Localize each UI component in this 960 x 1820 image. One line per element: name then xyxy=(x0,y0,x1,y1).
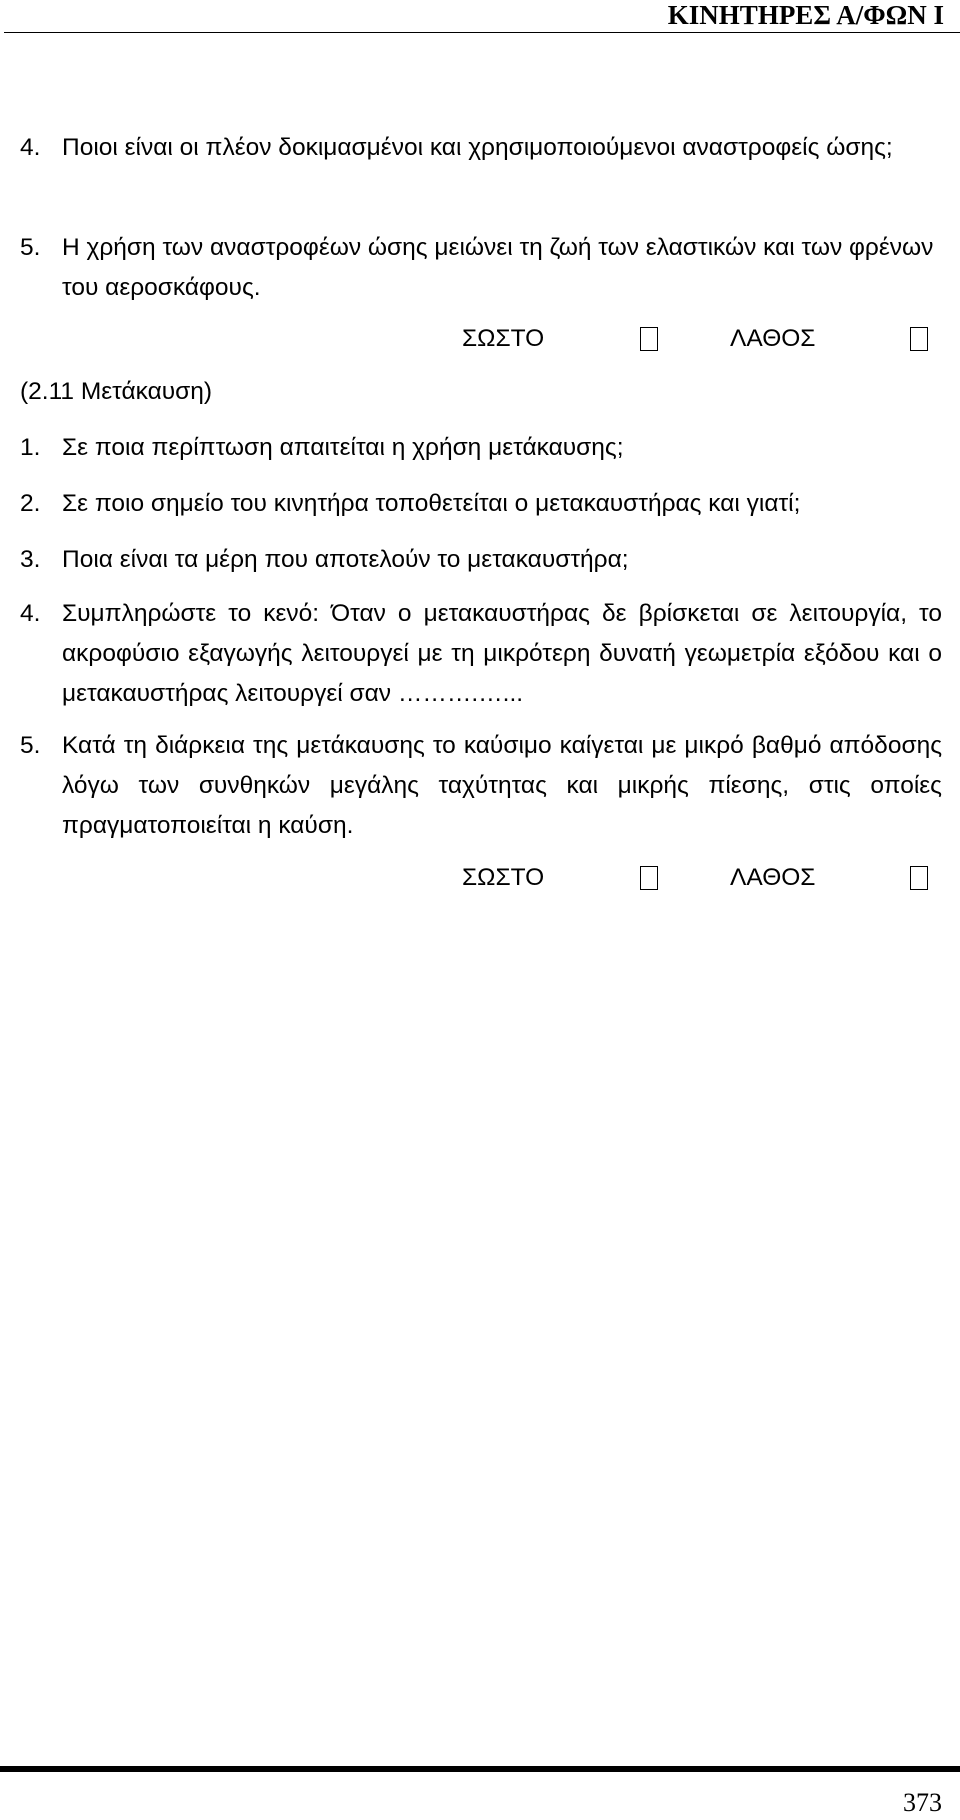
false-checkbox[interactable] xyxy=(910,866,928,890)
question-a-5 xyxy=(20,228,942,308)
true-label: ΣΩΣΤΟ xyxy=(462,325,545,352)
question-number: 3. xyxy=(20,546,41,573)
question-b-3 xyxy=(20,540,942,580)
question-text: Ποιοι είναι οι πλέον δοκιμασμένοι και χρησιμοποιούμενοι αναστροφείς ώσης; xyxy=(62,134,893,161)
true-checkbox[interactable] xyxy=(640,327,658,351)
header-rule xyxy=(4,32,960,33)
question-number: 5. xyxy=(20,234,41,261)
false-label: ΛΑΘΟΣ xyxy=(730,325,816,352)
footer-rule xyxy=(0,1766,960,1772)
page-number: 373 xyxy=(903,1788,942,1817)
false-label: ΛΑΘΟΣ xyxy=(730,864,816,891)
question-b-2 xyxy=(20,484,942,524)
question-b-4 xyxy=(20,594,942,714)
question-text: Η χρήση των αναστροφέων ώσης μειώνει τη ζωή των ελαστικών και των φρένων του αεροσκάφους. xyxy=(62,234,934,301)
question-number: 5. xyxy=(20,732,41,759)
question-b-5 xyxy=(20,726,942,846)
question-number: 2. xyxy=(20,490,41,517)
question-text: Κατά τη διάρκεια της μετάκαυσης το καύσιμο καίγεται με μικρό βαθμό απόδοσης λόγω των συνθηκών μεγάλης ταχύτητας και μικρής πίεσης, στις οποίες πραγματοποιείται η καύση. xyxy=(62,732,942,839)
question-number: 1. xyxy=(20,434,41,461)
question-text: Συμπληρώστε το κενό: Όταν ο μετακαυστήρας δε βρίσκεται σε λειτουργία, το ακροφύσιο εξαγωγής λειτουργεί με τη μικρότερη δυνατή γεωμετρία εξόδου και ο μετακαυστήρας λειτουργεί σαν ……….…... xyxy=(62,600,942,707)
question-a-4 xyxy=(20,128,942,168)
false-checkbox[interactable] xyxy=(910,327,928,351)
question-b-1 xyxy=(20,428,942,468)
page-header: ΚΙΝΗΤΗΡΕΣ Α/ΦΩΝ Ι xyxy=(667,0,944,30)
true-checkbox[interactable] xyxy=(640,866,658,890)
question-text: Ποια είναι τα μέρη που αποτελούν το μετακαυστήρα; xyxy=(62,546,629,573)
question-number: 4. xyxy=(20,600,41,627)
question-text: Σε ποια περίπτωση απαιτείται η χρήση μετάκαυσης; xyxy=(62,434,624,461)
section-title: (2.11 Μετάκαυση) xyxy=(20,378,213,405)
question-number: 4. xyxy=(20,134,41,161)
true-label: ΣΩΣΤΟ xyxy=(462,864,545,891)
question-text: Σε ποιο σημείο του κινητήρα τοποθετείται ο μετακαυστήρας και γιατί; xyxy=(62,490,801,517)
